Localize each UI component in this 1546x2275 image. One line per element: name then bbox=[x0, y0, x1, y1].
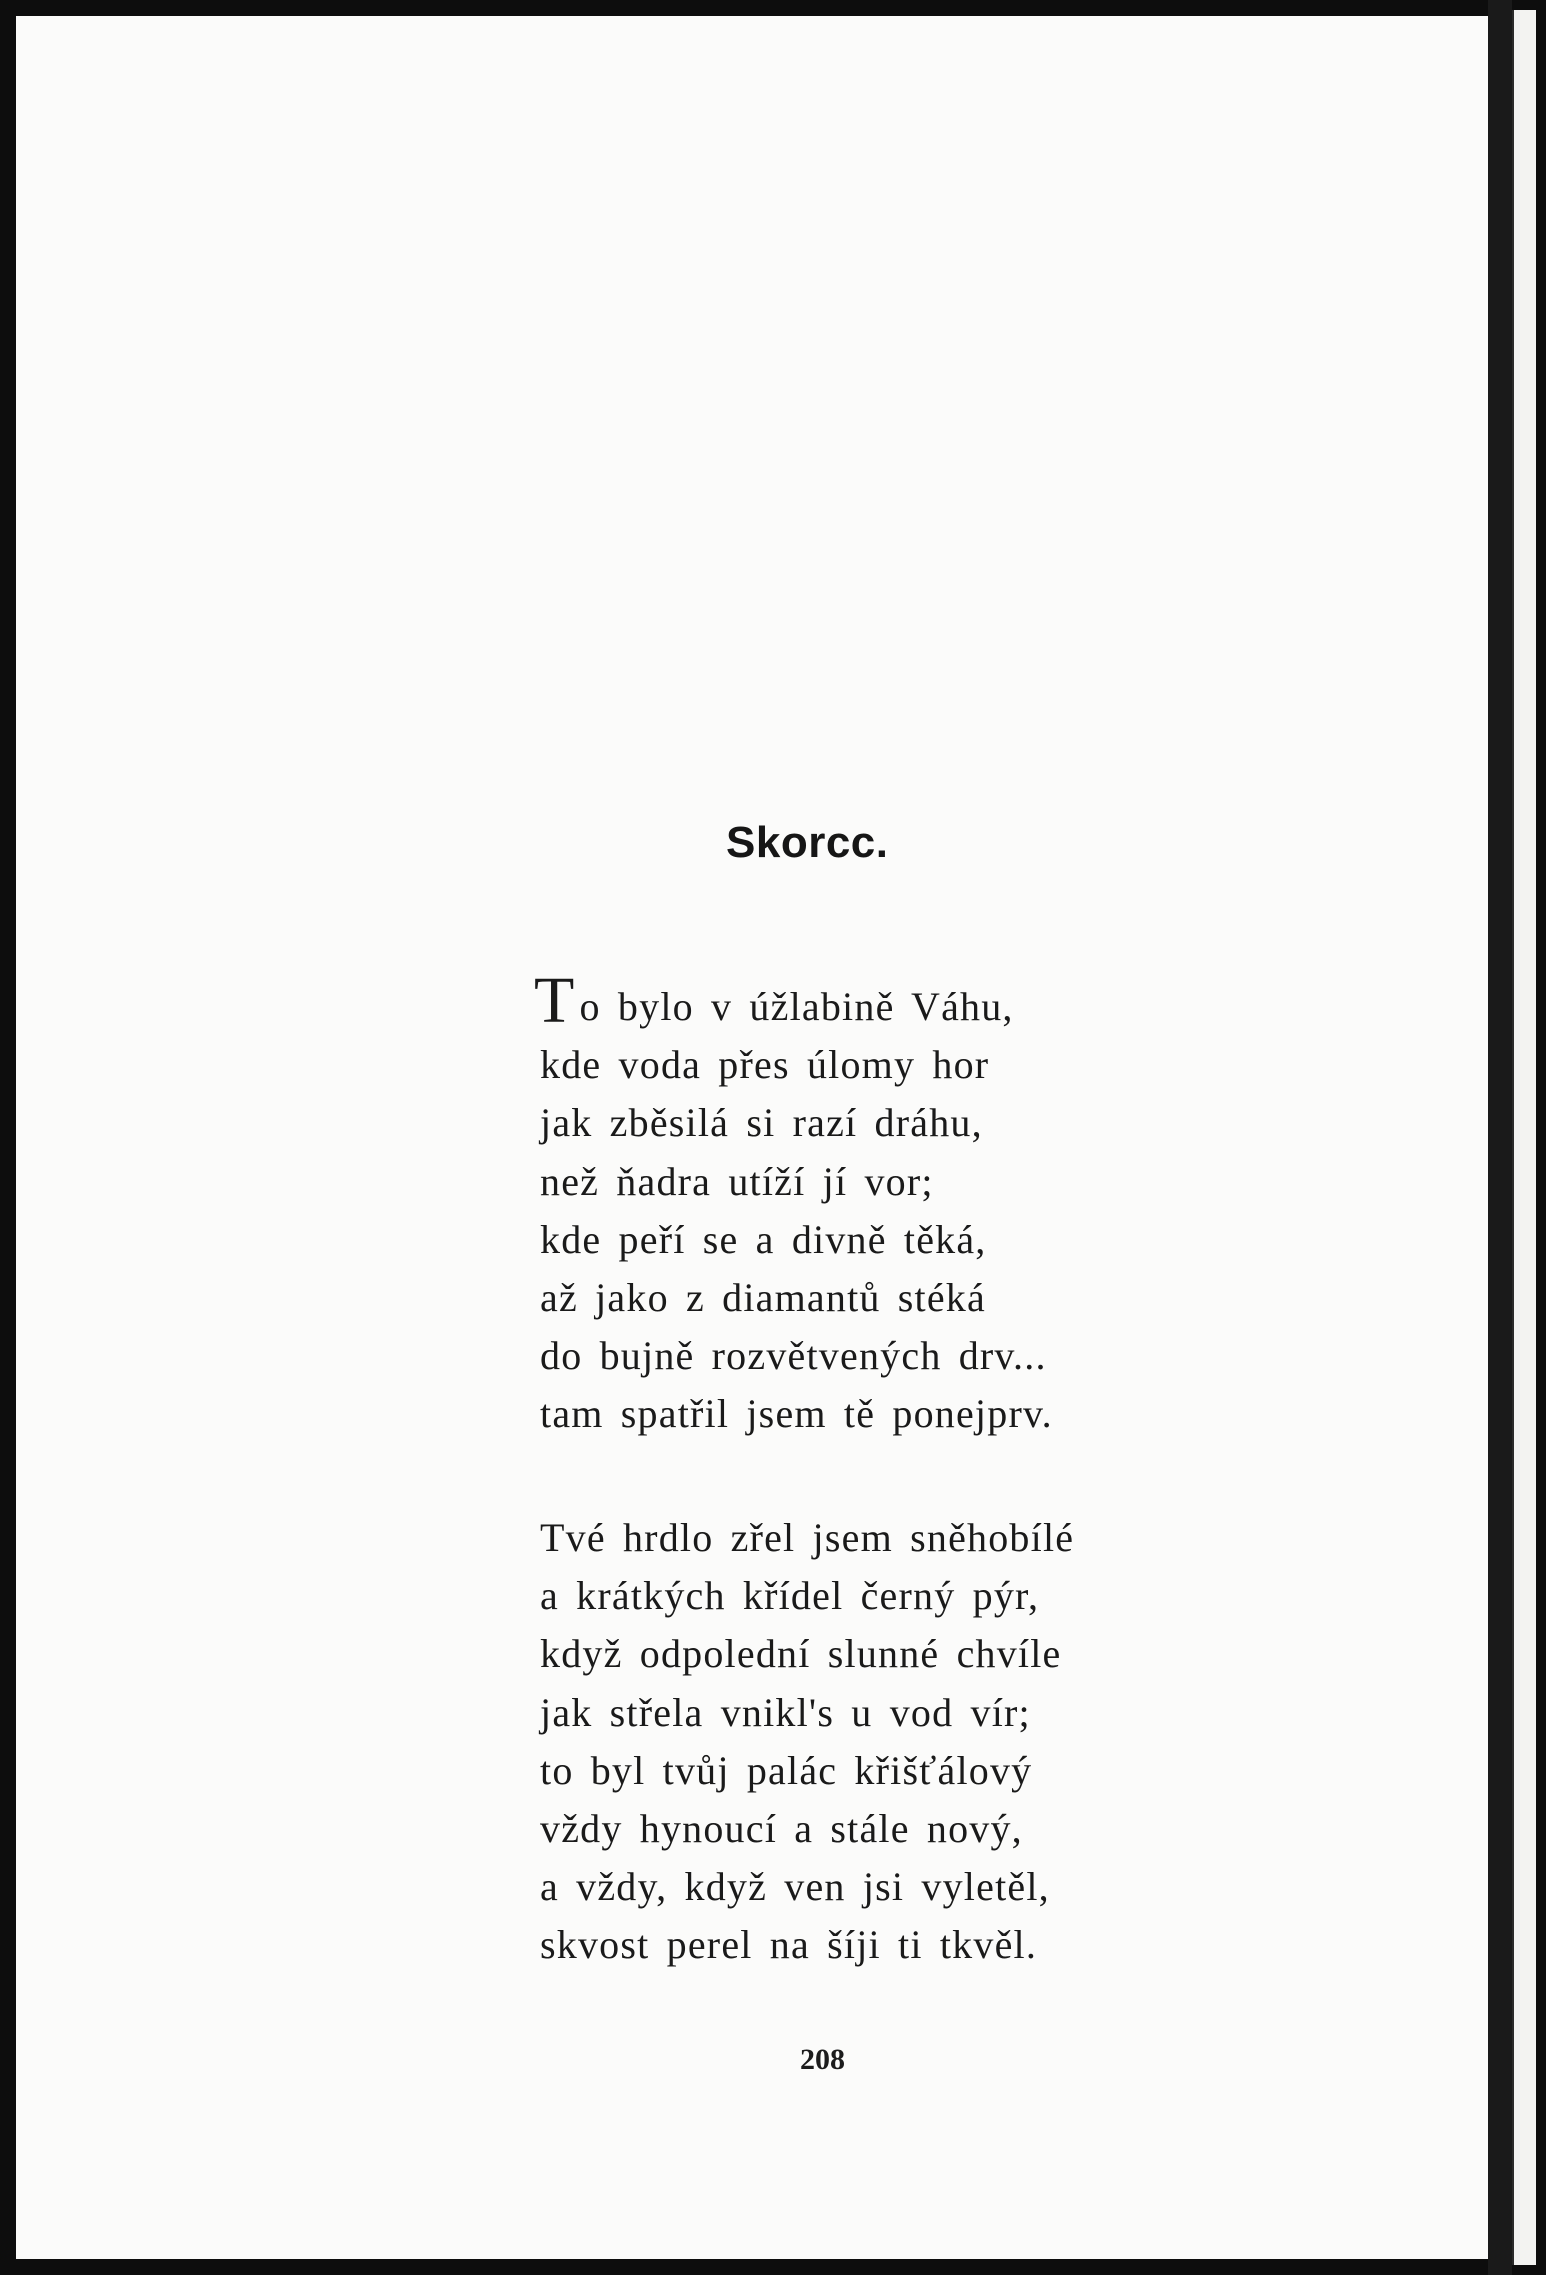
stanza-1 bbox=[534, 964, 1053, 1444]
stanza-line bbox=[534, 964, 1053, 1037]
page-number: 208 bbox=[800, 2043, 845, 2076]
stanza-2 bbox=[540, 1509, 1074, 1975]
stanza-line: a vždy, když ven jsi vyletěl, bbox=[540, 1864, 1050, 1910]
stanza-line: skvost perel na šíji ti tkvěl. bbox=[540, 1922, 1038, 1968]
next-page-edge bbox=[1512, 10, 1536, 2265]
stanza-line: jak střela vnikl's u vod vír; bbox=[540, 1689, 1031, 1735]
stanza-line: vždy hynoucí a stále nový, bbox=[540, 1805, 1023, 1851]
stanza-line: do bujně rozvětvených drv... bbox=[540, 1333, 1047, 1379]
stanza-line: kde voda přes úlomy hor bbox=[540, 1042, 990, 1088]
stanza-line: když odpolední slunné chvíle bbox=[540, 1631, 1062, 1677]
stanza-line: kde peří se a divně těká, bbox=[540, 1216, 987, 1262]
stanza-line: než ňadra utíží jí vor; bbox=[540, 1158, 934, 1204]
stanza-line: Tvé hrdlo zřel jsem sněhobílé bbox=[540, 1515, 1075, 1560]
page-gutter-shadow bbox=[1488, 0, 1512, 2275]
stanza-line: a krátkých křídel černý pýr, bbox=[540, 1573, 1040, 1619]
stanza-line: až jako z diamantů stéká bbox=[540, 1274, 986, 1320]
poem-title: Skorcc. bbox=[726, 818, 889, 867]
drop-cap: T bbox=[534, 964, 576, 1037]
stanza-line-text: o bylo v úžlabině Váhu, bbox=[579, 984, 1014, 1029]
stanza-line: jak zběsilá si razí dráhu, bbox=[540, 1100, 983, 1146]
stanza-line: to byl tvůj palác křišťálový bbox=[540, 1747, 1033, 1793]
stanza-line: tam spatřil jsem tě ponejprv. bbox=[540, 1391, 1053, 1437]
